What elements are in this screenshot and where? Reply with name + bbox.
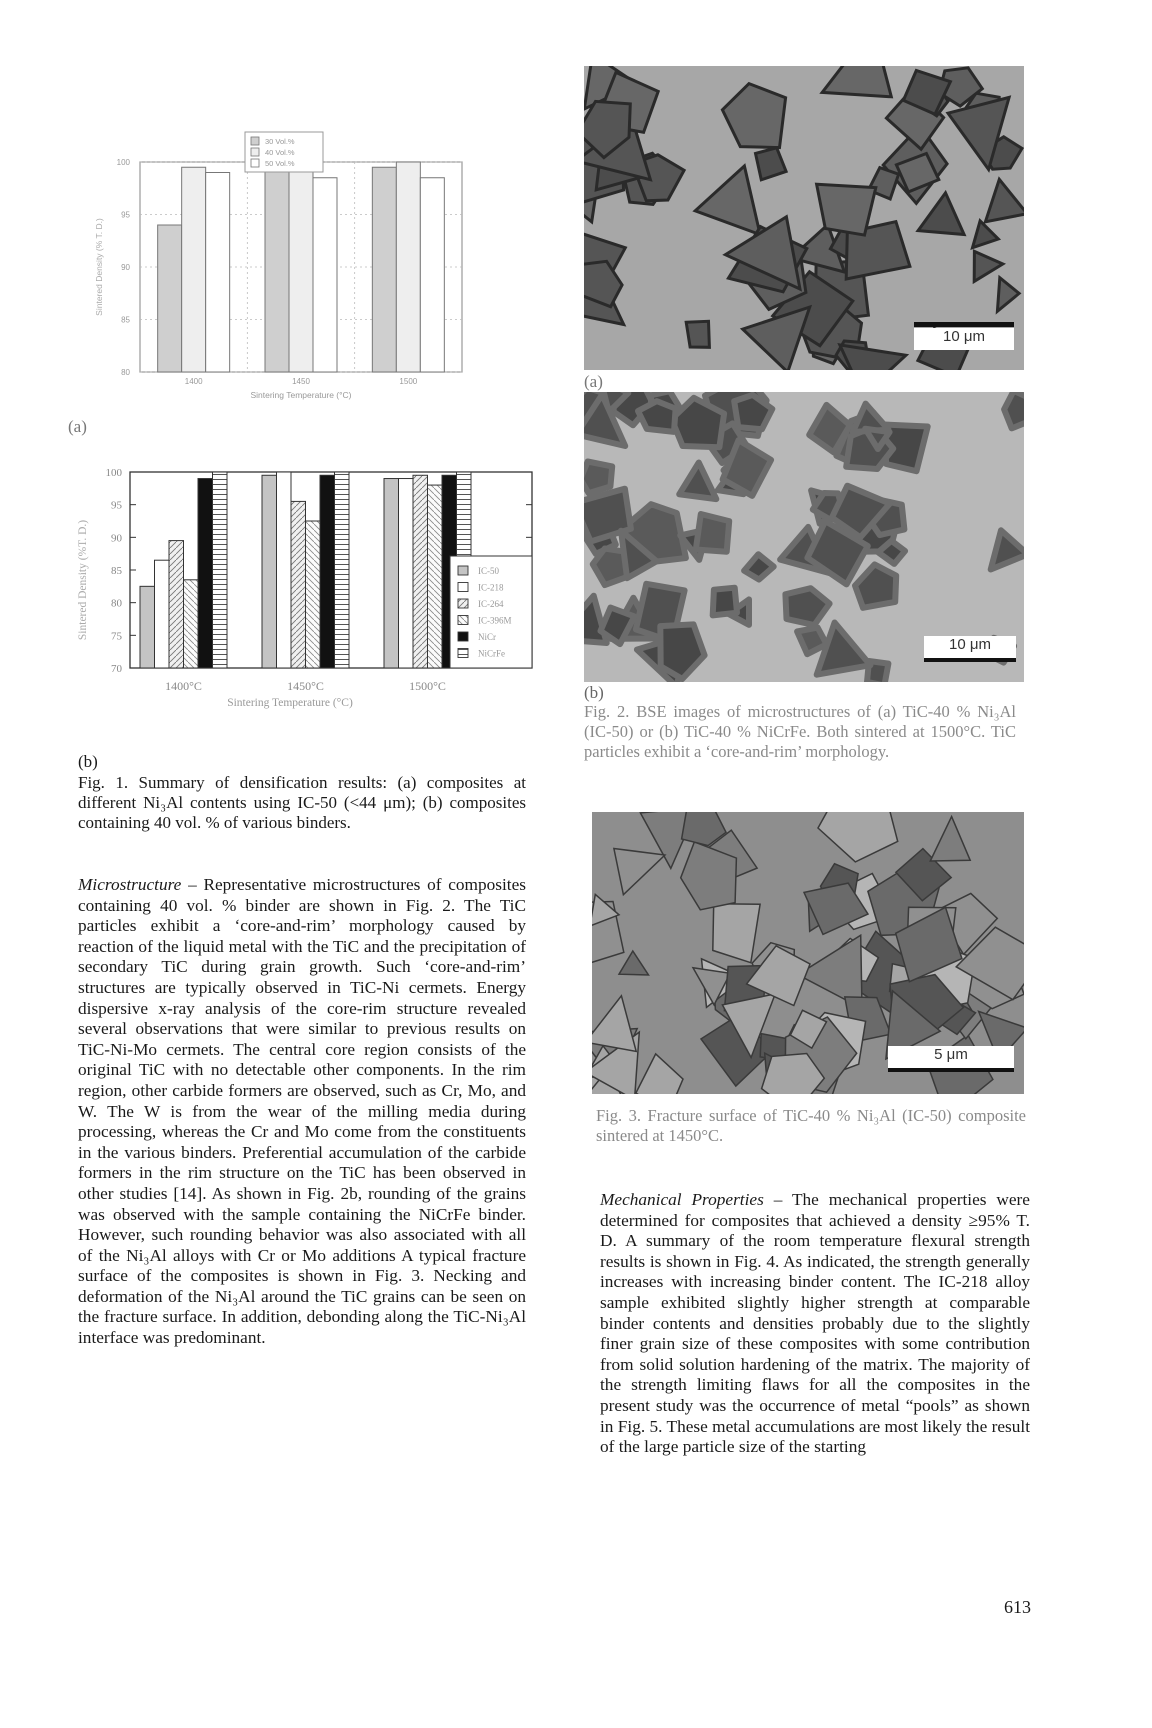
fig1a-bar-30vol xyxy=(158,225,182,372)
fig3-scale-bar xyxy=(888,1068,1014,1072)
fig2b-scale-bar xyxy=(924,658,1016,662)
fig2a-grain xyxy=(686,321,709,347)
fig2a-grain xyxy=(840,345,906,370)
fig3-facet xyxy=(818,812,898,862)
fig1a-bar-40vol xyxy=(182,167,206,372)
fig1a-legend-swatch xyxy=(251,148,259,156)
fig1b-x-tick-label: 1400°C xyxy=(165,679,202,693)
microstructure-paragraph xyxy=(78,875,526,1349)
mechanical-properties-body: – The mechanical properties were determined for composites that achieved a density ≥95% T. D. A summary of the room temperature flexural strength results is shown in Fig. 4. As indicated, the strength generally increases with increasing binder content. The IC-218 alloy sample exhibited slightly higher strength at comparable binder contents and densities probably due to the slightly finer grain size of these composites with some contribution from solid solution hardening of the matrix. The majority of the strength limiting flaws for all the composites in the present study was the occurrence of metal “pools” as shown in Fig. 5. These metal accumulations are most likely the result of the large particle size of the starting xyxy=(600,1190,1030,1457)
fig1b-y-axis-label: Sintered Density (%T. D.) xyxy=(77,519,89,641)
fig2a-grain xyxy=(918,193,964,235)
fig3-facet xyxy=(614,849,665,895)
fig1a-bar-50vol xyxy=(206,173,230,373)
fig1a-x-tick-label: 1400 xyxy=(184,377,203,386)
fig1b-legend-swatch xyxy=(458,599,468,608)
fig1b-bar-nicrfe xyxy=(213,472,228,668)
fig2a-micrograph xyxy=(584,66,1024,370)
fig1b-bar-ic50 xyxy=(140,586,155,668)
fig2a-grain xyxy=(695,166,760,235)
fig1b-legend-label: IC-50 xyxy=(478,566,499,576)
fig1b-bar-ic396m xyxy=(428,485,443,668)
fig3-facet xyxy=(713,904,760,963)
fig1b-chart xyxy=(68,452,538,732)
fig1a-bar-40vol xyxy=(396,162,420,372)
fig1b-bar-nicr xyxy=(198,479,213,668)
fig2a-grain xyxy=(584,261,622,306)
fig2b-grain xyxy=(744,554,774,579)
fig1b-bar-ic50 xyxy=(384,479,399,668)
fig1b-bar-ic218 xyxy=(277,472,292,668)
fig1a-chart xyxy=(80,130,480,430)
fig1b-x-axis-label: Sintering Temperature (°C) xyxy=(227,697,353,709)
fig1a-legend-label: 50 Vol.% xyxy=(265,159,295,168)
fig2b-scale-label: 10 μm xyxy=(924,636,1016,658)
fig1a-legend-label: 40 Vol.% xyxy=(265,148,295,157)
fig1b-legend-swatch xyxy=(458,566,468,575)
fig1a-y-tick-label: 85 xyxy=(121,315,130,325)
fig3-facet xyxy=(930,817,970,861)
fig1b-y-tick-label: 95 xyxy=(111,499,122,512)
fig1a-panel-label: (a) xyxy=(68,417,87,436)
fig1a-legend-label: 30 Vol.% xyxy=(265,137,295,146)
fig2b-grain xyxy=(1004,392,1024,428)
fig2a-grain xyxy=(817,184,876,235)
fig2b-grain xyxy=(713,588,737,616)
fig2b-micrograph xyxy=(584,392,1024,682)
fig1a-x-tick-label: 1500 xyxy=(399,377,418,386)
fig3-facet xyxy=(592,996,636,1052)
fig1b-x-tick-label: 1500°C xyxy=(409,679,446,693)
fig1b-bar-ic264 xyxy=(291,501,306,668)
fig2a-grain xyxy=(973,221,999,248)
mechanical-properties-heading: Mechanical Properties xyxy=(600,1190,764,1209)
fig2b-panel-label: (b) xyxy=(584,683,604,702)
fig1b-legend-swatch xyxy=(458,649,468,658)
fig2b-grain xyxy=(855,564,896,607)
fig2b-grain xyxy=(991,530,1024,569)
fig1a-y-tick-label: 80 xyxy=(121,368,130,377)
fig1b-y-tick-label: 75 xyxy=(111,630,122,643)
microstructure-body: – Representative microstructures of composites containing 40 vol. % binder are shown in Fig. 2. The TiC particles exhibit a ‘core-and-rim’ morphology caused by reaction of the liquid metal with the TiC and the precipitation of secondary TiC during grain growth. Such ‘core-and-rim’ structures are typically observed in TiC-Ni cermets. Energy dispersive x-ray analysis of the core-rim structure revealed several observations that were similar to previous results on TiC-Ni-Mo cermets. The central core region consists of the original TiC with no detectable other components. In the rim region, other carbide formers are observed, such as Cr, Mo, and W. The W is from the wear of the milling media during processing, whereas the Cr and Mo come from the constituents in the various binders. Preferential accumulation of the carbide formers in the rim structure on the TiC has been observed in other studies [14]. As shown in Fig. 2b, rounding of the grains was observed with the sample containing the NiCrFe binder. However, such rounding behavior was also associated with all of the Ni₃Al alloys with Cr or Mo additions A typical fracture surface of the composites is shown in Fig. 3. Necking and deformation of the Ni₃Al around the TiC grains can be seen on the fracture surface. In addition, debonding along the TiC-Ni₃Al interface was predominant. xyxy=(78,875,526,1348)
fig2b-grain xyxy=(584,462,612,494)
fig1a-plot xyxy=(94,132,462,400)
fig2a-grain xyxy=(722,84,785,148)
fig3-caption: Fig. 3. Fracture surface of TiC-40 % Ni₃Al (IC-50) composite sintered at 1450°C. xyxy=(596,1106,1026,1145)
fig1b-y-tick-label: 90 xyxy=(111,532,122,545)
fig1b-legend-swatch xyxy=(458,583,468,592)
fig3-scale-label: 5 μm xyxy=(888,1046,1014,1068)
fig1a-legend-swatch xyxy=(251,137,259,145)
fig1b-bar-nicr xyxy=(320,475,335,668)
fig2b-grain xyxy=(679,463,716,500)
fig2-caption: Fig. 2. BSE images of microstructures of (a) TiC-40 % Ni₃Al (IC-50) or (b) TiC-40 % NiCrFe. Both sintered at 1500°C. TiC particles exhibit a ‘core-and-rim’ morphology. xyxy=(584,702,1016,761)
fig2a-scale-label: 10 μm xyxy=(914,328,1014,350)
fig1a-bar-30vol xyxy=(265,167,289,372)
fig1b-plot xyxy=(77,467,532,709)
fig2a-grain xyxy=(997,278,1019,312)
fig1b-y-tick-label: 85 xyxy=(111,565,122,577)
fig1a-y-tick-label: 90 xyxy=(121,263,130,272)
fig3-micrograph xyxy=(592,812,1024,1094)
fig2b-grain xyxy=(638,401,676,432)
fig1b-bar-ic396m xyxy=(306,521,321,668)
fig1a-bar-40vol xyxy=(289,162,313,372)
fig2a-grain xyxy=(743,307,810,370)
fig2a-grain xyxy=(756,148,787,180)
fig1a-y-axis-label: Sintered Density (% T. D.) xyxy=(94,218,104,316)
fig1b-bar-ic264 xyxy=(413,475,428,668)
fig1a-bar-30vol xyxy=(372,167,396,372)
fig2b-grain xyxy=(785,588,829,625)
fig1b-bar-ic218 xyxy=(155,560,170,668)
fig1b-legend-label: NiCr xyxy=(478,632,496,642)
fig1b-y-tick-label: 100 xyxy=(105,467,122,479)
fig1b-legend-swatch xyxy=(458,632,468,641)
mechanical-properties-paragraph xyxy=(600,1190,1030,1458)
fig1b-legend-label: IC-396M xyxy=(478,615,512,626)
fig2a-grain xyxy=(822,66,891,97)
fig1b-legend-label: NiCrFe xyxy=(478,648,505,659)
fig3-facet xyxy=(636,1054,683,1094)
fig1a-y-tick-label: 100 xyxy=(116,158,130,167)
fig2a-scale-bar xyxy=(914,322,1014,327)
fig1b-legend-swatch xyxy=(458,616,468,625)
page-number: 613 xyxy=(1004,1597,1031,1617)
fig1a-x-tick-label: 1450 xyxy=(292,377,310,386)
fig1b-y-tick-label: 70 xyxy=(111,663,122,675)
fig2a-grain xyxy=(985,179,1024,222)
fig3-facet xyxy=(619,951,649,975)
fig1b-bar-nicrfe xyxy=(335,472,350,668)
fig1b-legend-label: IC-264 xyxy=(478,599,504,609)
fig2b-grain xyxy=(817,623,871,675)
fig1b-y-tick-label: 80 xyxy=(111,597,122,610)
fig1a-x-axis-label: Sintering Temperature (°C) xyxy=(250,390,352,400)
microstructure-heading: Microstructure xyxy=(78,875,182,894)
fig1a-y-tick-label: 95 xyxy=(121,210,130,220)
fig1b-bar-ic396m xyxy=(184,580,199,668)
fig1b-x-tick-label: 1450°C xyxy=(287,679,324,693)
fig2a-panel-label: (a) xyxy=(584,372,603,391)
fig1-caption: Fig. 1. Summary of densification results: (a) composites at different Ni₃Al contents using IC-50 (<44 μm); (b) composites containing 40 vol. % of various binders. xyxy=(78,773,526,832)
fig1a-bar-50vol xyxy=(420,178,444,372)
fig2b-grain xyxy=(660,624,704,679)
fig2b-grain xyxy=(696,514,729,552)
fig1b-bar-ic50 xyxy=(262,475,277,668)
fig1a-legend-swatch xyxy=(251,159,259,167)
fig1a-bar-50vol xyxy=(313,178,337,372)
fig1b-panel-label: (b) xyxy=(78,752,98,771)
fig1b-bar-ic218 xyxy=(399,479,414,668)
fig1b-bar-ic264 xyxy=(169,541,184,668)
fig1b-legend-label: IC-218 xyxy=(478,582,504,593)
